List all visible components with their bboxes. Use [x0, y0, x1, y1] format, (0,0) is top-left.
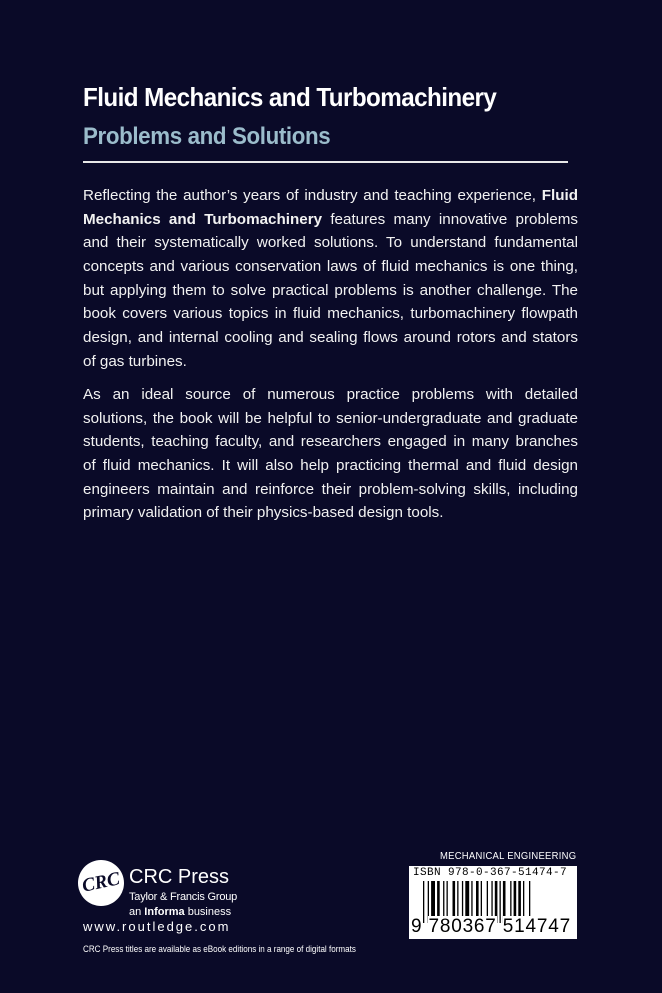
book-subtitle: Problems and Solutions: [83, 123, 331, 150]
text-line: [83, 255, 578, 279]
text-line: [83, 231, 578, 255]
barcode-lead-digit: 9: [411, 916, 423, 937]
publisher-business: [129, 906, 231, 918]
text-line: [83, 184, 578, 208]
publisher-website[interactable]: www.routledge.com: [83, 919, 231, 934]
business-bold: Informa: [144, 906, 185, 918]
text-line: primary validation of their physics-based design tools.: [83, 504, 444, 522]
ebook-note: CRC Press titles are available as eBook editions in a range of digital formats: [83, 944, 356, 955]
barcode-group-1: 780367: [428, 916, 497, 937]
barcode-digits: [411, 916, 571, 938]
text-segment: and their systematically worked solutions. To understand fundamental: [83, 234, 578, 252]
text-segment: design, and internal cooling and sealing flows around rotors and stators: [83, 329, 578, 347]
text-segment: concepts and various conservation laws of fluid mechanics is one thing,: [83, 258, 578, 276]
text-segment: Mechanics and Turbomachinery: [83, 210, 323, 228]
subject-category: MECHANICAL ENGINEERING: [440, 850, 577, 862]
book-title: Fluid Mechanics and Turbomachinery: [83, 82, 497, 112]
publisher-name: CRC Press: [129, 866, 230, 888]
text-line: of fluid mechanics. It will also help practicing thermal and fluid design: [83, 457, 578, 475]
title-divider: [83, 161, 568, 163]
publisher-group: Taylor & Francis Group: [129, 891, 238, 903]
text-segment: book covers various topics in fluid mechanics, turbomachinery flowpath: [83, 305, 578, 323]
text-line: [83, 279, 578, 303]
text-line: As an ideal source of numerous practice problems with detailed: [83, 386, 578, 403]
text-segment: of gas turbines.: [83, 352, 187, 370]
isbn-label: ISBN 978-0-367-51474-7: [413, 867, 568, 879]
text-segment: features many innovative problems: [322, 210, 578, 228]
text-segment: but applying them to solve practical problems is another challenge. The: [83, 281, 578, 299]
text-line: students, teaching faculty, and researchers engaged in many branches: [83, 433, 578, 451]
description-paragraph-2: [83, 383, 578, 525]
text-line: [83, 350, 578, 374]
business-prefix: an: [129, 906, 145, 918]
business-suffix: business: [184, 906, 232, 918]
text-line: solutions, the book will be helpful to senior-undergraduate and graduate: [83, 409, 578, 427]
text-line: [83, 326, 578, 350]
description-paragraph-1: [83, 184, 578, 374]
barcode-group-2: 514747: [502, 916, 571, 937]
text-line: [83, 302, 578, 326]
crc-logo: CRC: [74, 856, 129, 911]
text-segment: Reflecting the author’s years of industry and teaching experience,: [83, 187, 542, 204]
text-segment: Fluid: [541, 187, 578, 204]
text-line: engineers maintain and reinforce their problem-solving skills, including: [83, 480, 578, 498]
isbn-barcode: [409, 866, 577, 939]
text-line: [83, 208, 578, 232]
